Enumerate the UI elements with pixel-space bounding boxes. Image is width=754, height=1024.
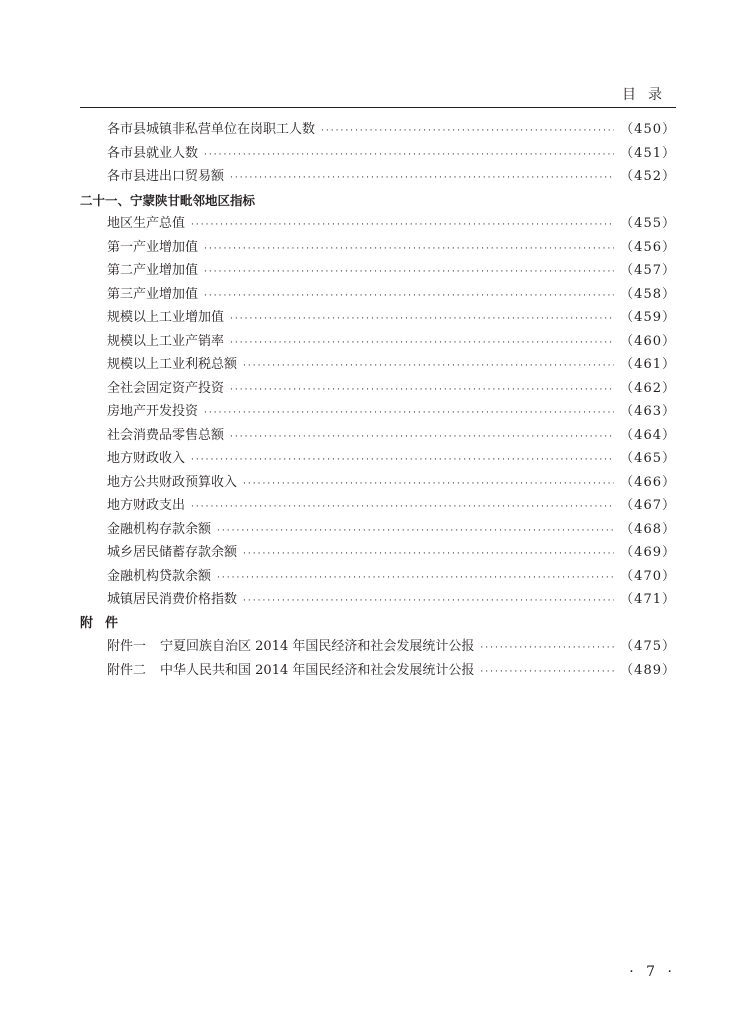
toc-entry-title: 规模以上工业增加值	[107, 310, 225, 325]
dot-leader	[217, 567, 614, 591]
toc-entry[interactable]	[80, 424, 676, 448]
toc-attachment-heading	[80, 612, 676, 636]
toc-entry-title: 全社会固定资产投资	[107, 380, 225, 396]
toc-page-number: （469）	[620, 545, 676, 560]
toc-page-number: （455）	[620, 216, 676, 231]
toc-entry-title: 各市县就业人数	[107, 145, 199, 161]
toc-entry[interactable]	[80, 588, 676, 612]
toc-entry[interactable]	[80, 306, 676, 330]
toc-entry-prefix: 附件一	[107, 639, 147, 654]
toc-entry[interactable]	[80, 236, 676, 260]
dot-leader	[204, 238, 614, 262]
toc-entry[interactable]	[80, 353, 676, 377]
toc-entry-title: 地方公共财政预算收入	[107, 474, 238, 490]
toc-entry-title: 城镇居民消费价格指数	[107, 592, 238, 607]
toc-entry[interactable]	[80, 471, 676, 495]
dot-leader	[217, 520, 614, 544]
toc-entry[interactable]	[80, 447, 676, 471]
toc-page-number: （458）	[620, 286, 676, 302]
toc-page-number: （464）	[620, 427, 676, 443]
toc-entry[interactable]	[80, 142, 676, 166]
toc-entry-title: 社会消费品零售总额	[107, 427, 225, 443]
toc-entry[interactable]	[80, 377, 676, 401]
dot-leader	[243, 355, 614, 379]
dot-leader	[230, 379, 614, 403]
dot-leader	[204, 144, 614, 168]
toc-page-number: （475）	[620, 639, 676, 654]
toc-attachment-title: 附件	[80, 615, 131, 631]
toc-entry-title: 各市县城镇非私营单位在岗职工人数	[107, 122, 316, 137]
toc-entry-title: 地方财政支出	[107, 498, 186, 513]
toc-entry[interactable]	[80, 518, 676, 542]
toc-entry-title: 各市县进出口贸易额	[107, 169, 225, 184]
toc-page-number: （462）	[620, 380, 676, 396]
dot-leader	[480, 661, 614, 685]
toc-section-heading	[80, 189, 676, 213]
table-of-contents	[80, 118, 676, 682]
toc-page-number: （456）	[620, 239, 676, 255]
toc-entry-title: 金融机构存款余额	[107, 521, 212, 537]
toc-page-number: （470）	[620, 568, 676, 584]
toc-page-number: （459）	[620, 310, 676, 325]
toc-page-number: （466）	[620, 474, 676, 490]
toc-entry[interactable]	[80, 565, 676, 589]
toc-entry-title: 中华人民共和国 2014 年国民经济和社会发展统计公报	[160, 662, 475, 678]
toc-page-number: （471）	[620, 592, 676, 607]
toc-entry[interactable]	[80, 165, 676, 189]
dot-leader	[243, 543, 614, 567]
toc-page-number: （467）	[620, 498, 676, 513]
dot-leader	[230, 308, 614, 332]
page-number: · 7 ·	[629, 964, 676, 980]
toc-entry-title: 规模以上工业利税总额	[107, 357, 238, 372]
dot-leader	[191, 449, 614, 473]
dot-leader	[230, 167, 614, 191]
toc-page-number: （460）	[620, 333, 676, 349]
dot-leader	[321, 120, 614, 144]
toc-page-number: （463）	[620, 404, 676, 419]
dot-leader	[204, 402, 614, 426]
toc-entry[interactable]	[80, 212, 676, 236]
toc-entry[interactable]	[80, 330, 676, 354]
toc-entry-title: 房地产开发投资	[107, 404, 199, 419]
toc-page-number: （489）	[620, 662, 676, 678]
toc-entry-title: 金融机构贷款余额	[107, 568, 212, 584]
toc-entry[interactable]	[80, 259, 676, 283]
toc-entry-title: 第三产业增加值	[107, 286, 199, 302]
running-title: 目录	[622, 87, 674, 103]
toc-page-number: （461）	[620, 357, 676, 372]
dot-leader	[243, 590, 614, 614]
toc-entry-title: 城乡居民储蓄存款余额	[107, 545, 238, 560]
toc-entry[interactable]	[80, 400, 676, 424]
toc-entry-title: 第二产业增加值	[107, 263, 199, 278]
toc-entry[interactable]	[80, 659, 676, 683]
toc-page-number: （450）	[620, 122, 676, 137]
dot-leader	[243, 473, 614, 497]
toc-entry[interactable]	[80, 494, 676, 518]
toc-page-number: （465）	[620, 451, 676, 466]
dot-leader	[191, 496, 614, 520]
dot-leader	[204, 261, 614, 285]
dot-leader	[230, 426, 614, 450]
header-rule	[80, 107, 676, 108]
toc-entry-title: 第一产业增加值	[107, 239, 199, 255]
dot-leader	[480, 637, 614, 661]
toc-entry-title: 规模以上工业产销率	[107, 333, 225, 349]
toc-page-number: （468）	[620, 521, 676, 537]
toc-entry-title: 地方财政收入	[107, 451, 186, 466]
toc-entry-prefix: 附件二	[107, 662, 147, 678]
toc-entry[interactable]	[80, 541, 676, 565]
toc-entry[interactable]	[80, 118, 676, 142]
toc-page-number: （457）	[620, 263, 676, 278]
toc-entry[interactable]	[80, 635, 676, 659]
dot-leader	[191, 214, 614, 238]
toc-entry-title: 宁夏回族自治区 2014 年国民经济和社会发展统计公报	[160, 639, 475, 654]
dot-leader	[230, 332, 614, 356]
toc-entry-title: 地区生产总值	[107, 216, 186, 231]
toc-entry[interactable]	[80, 283, 676, 307]
toc-page-number: （451）	[620, 145, 676, 161]
dot-leader	[204, 285, 614, 309]
toc-section-title: 二十一、宁蒙陕甘毗邻地区指标	[80, 192, 256, 208]
toc-page-number: （452）	[620, 169, 676, 184]
